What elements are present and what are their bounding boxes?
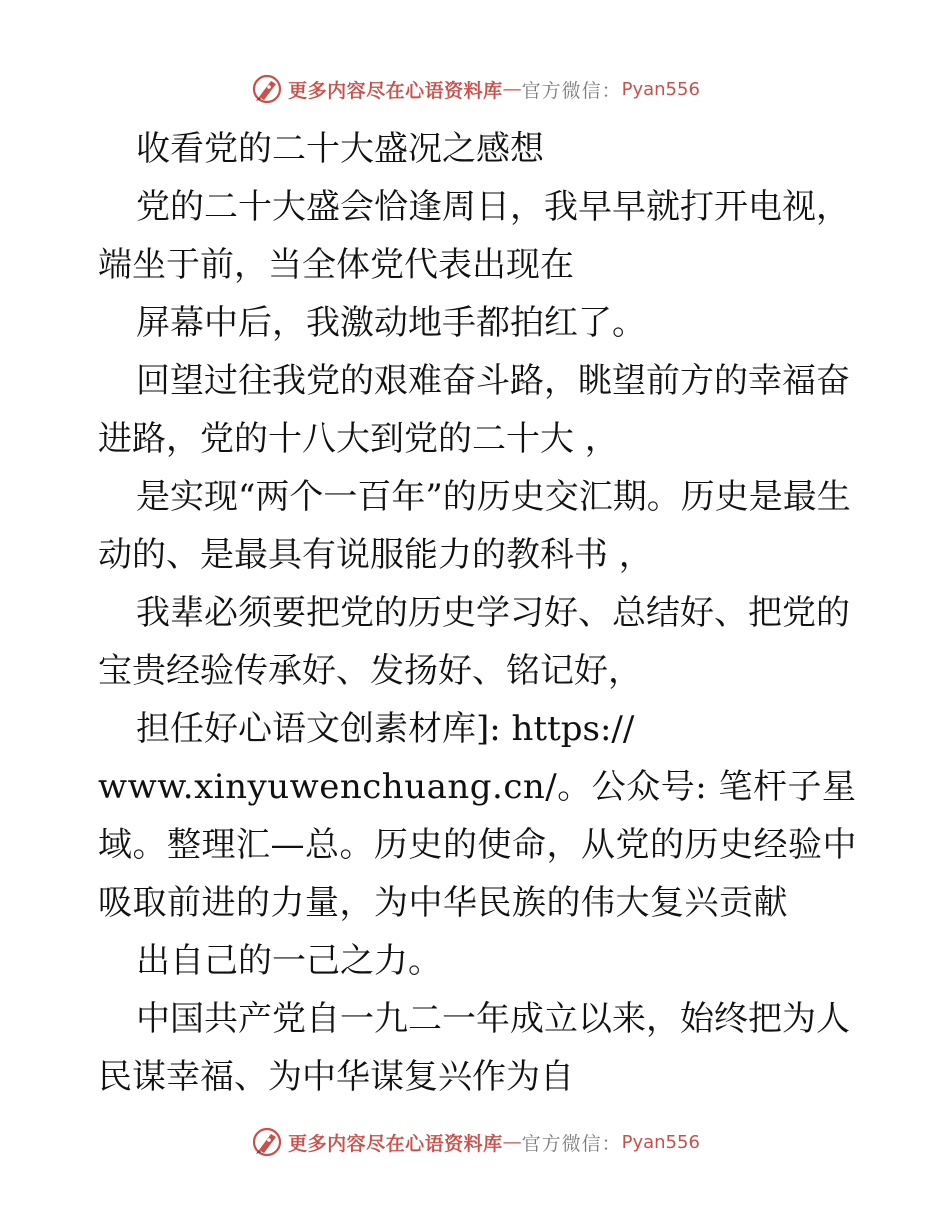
banner-main-text: 更多内容尽在心语资料库 (288, 1132, 503, 1155)
paragraph: 屏幕中后，我激动地手都拍红了。 (136, 303, 646, 343)
paragraph-link-intro: 担任好心语文创素材库]: https:// (136, 709, 635, 749)
paragraph: 出自己的一己之力。 (136, 941, 442, 981)
header-banner (0, 72, 950, 106)
banner-dash: — (502, 78, 522, 100)
paragraph: 我辈必须要把党的历史学习好、总结好、把党的宝贵经验传承好、发扬好、铭记好， (98, 593, 850, 691)
banner-wechat-id: Pyan556 (621, 78, 700, 100)
banner-wechat-id: Pyan556 (621, 1131, 700, 1153)
document-body (98, 120, 858, 1106)
paragraph: 是实现“两个一百年”的历史交汇期。历史是最生动的、是最具有说服能力的教科书 ， (98, 477, 851, 575)
paragraph-title: 收看党的二十大盛况之感想 (136, 129, 544, 169)
paragraph: 中国共产党自一九二一年成立以来，始终把为人民谋幸福、为中华谋复兴作为自 (98, 999, 850, 1097)
paragraph-url: www.xinyuwenchuang.cn/。公众号: 笔杆子星域。整理汇—总。历史的使命，从党的历史经验中吸取前进的力量，为中华民族的伟大复兴贡献 (98, 767, 857, 923)
banner-official-label: 官方微信： (521, 1132, 622, 1155)
pen-nib-logo-icon (250, 1125, 284, 1159)
footer-banner (0, 1125, 950, 1159)
banner-dash: — (502, 1131, 522, 1153)
pen-nib-logo-icon (250, 72, 284, 106)
paragraph: 回望过往我党的艰难奋斗路，眺望前方的幸福奋进路，党的十八大到党的二十大 ， (98, 361, 850, 459)
paragraph: 党的二十大盛会恰逢周日，我早早就打开电视，端坐于前，当全体党代表出现在 (98, 187, 850, 285)
banner-main-text: 更多内容尽在心语资料库 (288, 79, 503, 102)
banner-official-label: 官方微信： (521, 79, 622, 102)
